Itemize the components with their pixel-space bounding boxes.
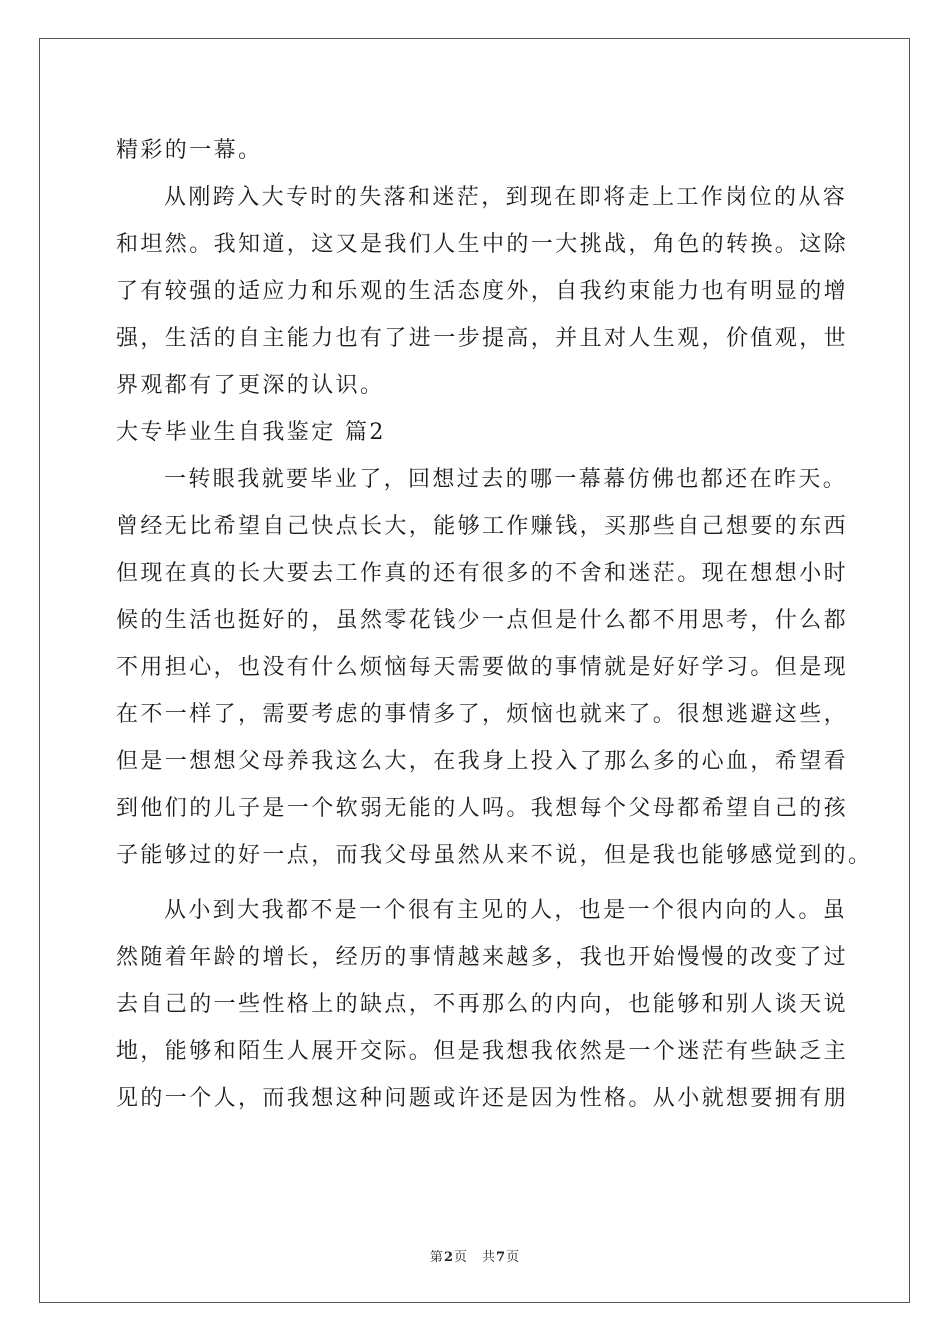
page-total: 7 xyxy=(496,1250,507,1265)
text-line: 然随着年龄的增长，经历的事情越来越多，我也开始慢慢的改变了过 xyxy=(116,945,849,970)
text-line: 界观都有了更深的认识。 xyxy=(116,373,385,398)
text-line: 强，生活的自主能力也有了进一步提高，并且对人生观，价值观，世 xyxy=(116,326,849,351)
page-prefix: 第 xyxy=(429,1250,444,1265)
text-line: 但现在真的长大要去工作真的还有很多的不舍和迷茫。现在想想小时 xyxy=(116,561,849,586)
page-footer xyxy=(0,1246,950,1265)
text-line: 曾经无比希望自己快点长大，能够工作赚钱，买那些自己想要的东西 xyxy=(116,514,849,539)
text-line: 不用担心，也没有什么烦恼每天需要做的事情就是好好学习。但是现 xyxy=(116,655,849,680)
text-line: 去自己的一些性格上的缺点，不再那么的内向，也能够和别人谈天说 xyxy=(116,992,849,1017)
text-line: 但是一想想父母养我这么大，在我身上投入了那么多的心血，希望看 xyxy=(116,749,849,774)
text-line: 见的一个人，而我想这种问题或许还是因为性格。从小就想要拥有朋 xyxy=(116,1086,849,1111)
document-body xyxy=(116,127,873,1122)
section-heading: 大专毕业生自我鉴定 篇2 xyxy=(116,420,386,445)
page-current: 2 xyxy=(443,1250,454,1265)
paragraph-start-line: 从小到大我都不是一个很有主见的人，也是一个很内向的人。虽 xyxy=(164,898,848,923)
text-line: 在不一样了，需要考虑的事情多了，烦恼也就来了。很想逃避这些， xyxy=(116,702,849,727)
text-line: 子能够过的好一点，而我父母虽然从来不说，但是我也能够感觉到的。 xyxy=(116,843,873,868)
text-line: 和坦然。我知道，这又是我们人生中的一大挑战，角色的转换。这除 xyxy=(116,232,849,257)
text-line: 精彩的一幕。 xyxy=(116,138,263,163)
text-line: 了有较强的适应力和乐观的生活态度外，自我约束能力也有明显的增 xyxy=(116,279,849,304)
total-suffix: 页 xyxy=(506,1250,521,1265)
text-line: 到他们的儿子是一个软弱无能的人吗。我想每个父母都希望自己的孩 xyxy=(116,796,849,821)
text-line: 地，能够和陌生人展开交际。但是我想我依然是一个迷茫有些缺乏主 xyxy=(116,1039,849,1064)
text-line: 候的生活也挺好的，虽然零花钱少一点但是什么都不用思考，什么都 xyxy=(116,608,849,633)
total-prefix: 共 xyxy=(482,1250,497,1265)
paragraph-start-line: 一转眼我就要毕业了，回想过去的哪一幕幕仿佛也都还在昨天。 xyxy=(164,467,848,492)
paragraph-start-line: 从刚跨入大专时的失落和迷茫，到现在即将走上工作岗位的从容 xyxy=(164,185,848,210)
page-suffix: 页 xyxy=(453,1250,468,1265)
